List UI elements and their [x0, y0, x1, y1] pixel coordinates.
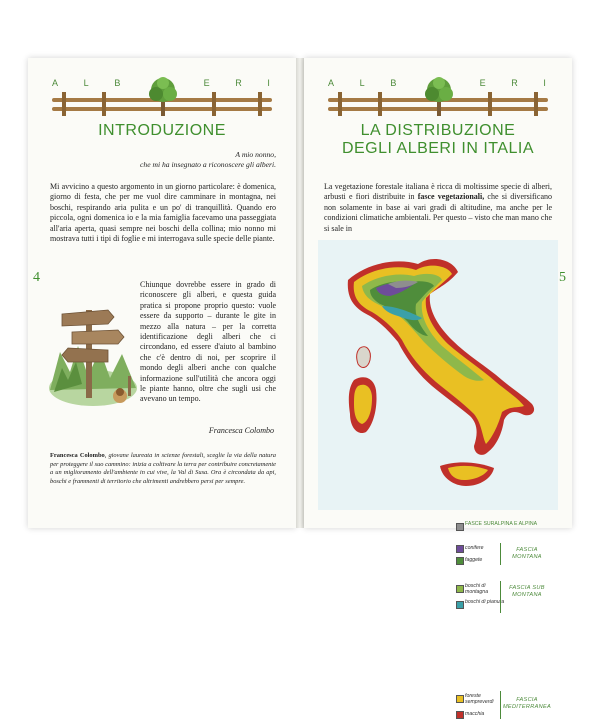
- fence-post: [212, 92, 216, 116]
- legend-suralpina: FASCE SURALPINA E ALPINA: [465, 521, 538, 527]
- legend-montana: FASCIA MONTANA: [512, 547, 542, 560]
- banner-letter: E: [479, 78, 488, 88]
- dedication-line: che mi ha insegnato a riconoscere gli alberi.: [140, 160, 276, 169]
- banner-letter: L: [83, 78, 91, 88]
- left-page: [28, 58, 296, 528]
- fence-post: [258, 92, 262, 116]
- banner-letter: R: [511, 78, 520, 88]
- bio-name: Francesca Colombo: [50, 452, 105, 459]
- para-start: La vegetazione forestale italiana è ricca di moltissime specie di alberi, arbusti e fiori distribuite in: [324, 182, 552, 202]
- banner-letter: A: [328, 78, 337, 88]
- montana-bracket: [500, 543, 501, 565]
- bio-text: , giovane laureata in scienze forestali, sceglie la via della natura per proteggere il suo cammino: inizia a coltivare la terra per contribuire concretamente a un miglioramento dell'ambiente in cui vive, la Val di Susa. Ora è circondata da api, boschi e frammenti di territorio che altrimenti andrebbero persi per sempre.: [50, 452, 276, 485]
- signature: Francesca Colombo: [208, 426, 274, 435]
- right-page: [304, 58, 572, 717]
- intro-paragraph-1: Mi avvicino a questo argomento in un giorno particolare: è domenica, giorno di festa, che per me vuol dire camminare in montagna, nei boschi, respirando aria pulita e un po' di tranquillità. Quando ero piccola, ogni domenica io e la mia famiglia facevamo una passeggiata all'aria aperta, quasi sempre nei boschi della collina; mio nonno mi mostrava tutti i tipi di foglie e mi interrogava sulle specie delle piante.: [50, 182, 276, 244]
- legend-macchia: macchia: [465, 711, 485, 717]
- banner-letter: L: [359, 78, 367, 88]
- alberi-banner: [52, 74, 272, 118]
- banner-letter: B: [390, 78, 399, 88]
- tree-icon: [422, 74, 456, 118]
- italy-vegetation-map: [318, 240, 558, 717]
- banner-letter: I: [267, 78, 272, 88]
- conifere-swatch: [456, 545, 464, 553]
- fence-post: [488, 92, 492, 116]
- title-line-1: LA DISTRIBUZIONE: [360, 122, 516, 139]
- faggete-swatch: [456, 557, 464, 565]
- title-line-2: DEGLI ALBERI IN ITALIA: [341, 140, 535, 157]
- book-gutter: [296, 58, 304, 528]
- dedication-line: A mio nonno,: [235, 150, 276, 159]
- fence-post: [378, 92, 382, 116]
- signpost-illustration: [48, 280, 138, 410]
- dedication: [86, 150, 276, 170]
- legend-sempreverdi: foreste sempreverdi: [465, 693, 494, 705]
- tree-icon: [146, 74, 180, 118]
- legend-mediterranea: FASCIA MEDITERRANEA: [502, 697, 552, 710]
- legend-submontana: FASCIA SUB MONTANA: [509, 585, 545, 598]
- pianura-swatch: [456, 601, 464, 609]
- alberi-banner: [328, 74, 548, 118]
- para-bold: fasce vegetazionali,: [417, 192, 485, 202]
- author-bio: [50, 452, 276, 486]
- fence-post: [534, 92, 538, 116]
- legend-boschi-pianura: boschi di pianura: [465, 599, 505, 605]
- italy-map: [318, 240, 558, 510]
- page-number: 4: [33, 270, 40, 285]
- book-spread: [28, 58, 572, 717]
- legend-boschi-montagna: boschi di montagna: [465, 583, 489, 595]
- sempreverdi-swatch: [456, 695, 464, 703]
- banner-letter: B: [114, 78, 123, 88]
- fence-post: [62, 92, 66, 116]
- fence-post: [102, 92, 106, 116]
- page-title: [318, 122, 558, 158]
- submontana-bracket: [500, 581, 501, 613]
- page-number: 5: [559, 270, 566, 285]
- legend-conifere: conifere: [465, 545, 484, 551]
- para-end: che si diversificano non solamente in base ai vari gradi di altitudine, ma anche per le condizioni climatiche ambientali. Per questo – visto che man mano che si sale in: [324, 192, 553, 233]
- intro-paragraph-2: Chiunque dovrebbe essere in grado di riconoscere gli alberi, e questa guida pratica si propone proprio questo: vuole essere da supporto – durante le gite in mezzo alla natura – per la corretta identificazione degli alberi che ci circondano, ed essere d'aiuto al bambino che c'è dentro di noi, per scoprire il mondo degli alberi anche con qualche informazione sull'utilità che ancora oggi le piante hanno, oltre che sugli usi che avevano un tempo.: [140, 280, 276, 404]
- mediterranea-bracket: [500, 691, 501, 719]
- banner-letter: E: [203, 78, 212, 88]
- montagna-swatch: [456, 585, 464, 593]
- page-title: INTRODUZIONE: [98, 122, 226, 139]
- banner-letter: A: [52, 78, 61, 88]
- fence-post: [338, 92, 342, 116]
- legend-faggete: faggete: [465, 557, 483, 563]
- distribution-paragraph: [324, 182, 552, 234]
- banner-letter: I: [543, 78, 548, 88]
- banner-letter: R: [235, 78, 244, 88]
- macchia-swatch: [456, 711, 464, 719]
- alpine-swatch: [456, 523, 464, 531]
